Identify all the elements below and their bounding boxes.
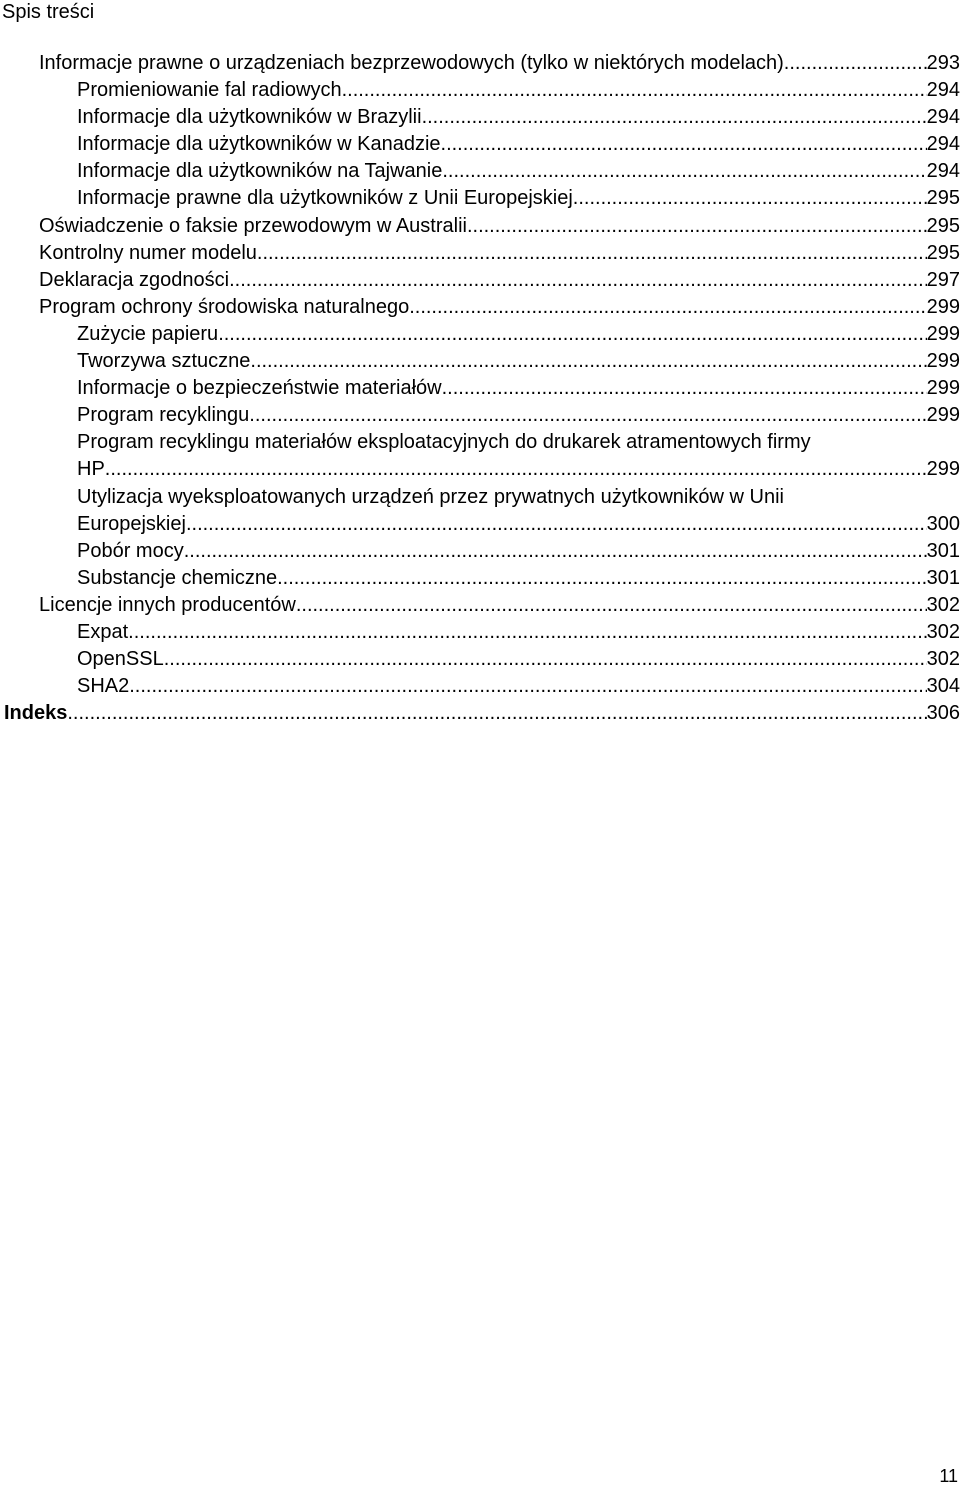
toc-leader (218, 321, 926, 348)
toc-entry-title: Informacje prawne dla użytkowników z Unii Europejskiej (77, 187, 573, 210)
toc-entry-page: 295 (926, 214, 960, 237)
toc-leader (573, 185, 927, 212)
table-of-contents (0, 50, 960, 727)
toc-entry-page: 302 (926, 593, 960, 616)
toc-entry[interactable] (0, 646, 960, 673)
toc-entry[interactable] (0, 185, 960, 212)
toc-entry-page: 299 (926, 295, 960, 318)
toc-entry-page: 299 (926, 404, 960, 427)
toc-entry-page: 299 (926, 322, 960, 345)
toc-entry-title: Licencje innych producentów (39, 593, 296, 616)
toc-entry-title: Indeks (4, 702, 68, 725)
toc-leader (442, 375, 927, 402)
toc-entry[interactable] (0, 484, 960, 538)
toc-entry[interactable] (0, 213, 960, 240)
toc-leader (442, 158, 926, 185)
toc-entry-page: 295 (926, 241, 960, 264)
toc-leader (105, 456, 927, 483)
toc-leader (422, 104, 927, 131)
toc-entry-title: Pobór mocy (77, 539, 184, 562)
toc-entry[interactable] (0, 321, 960, 348)
toc-entry[interactable] (0, 538, 960, 565)
toc-entry-title: Expat (77, 620, 129, 643)
toc-entry[interactable] (0, 50, 960, 77)
toc-entry[interactable] (0, 158, 960, 185)
toc-entry-title: Deklaracja zgodności (39, 268, 230, 291)
toc-entry-page: 299 (926, 377, 960, 400)
toc-leader (128, 619, 926, 646)
toc-entry[interactable] (0, 429, 960, 483)
toc-entry-page: 293 (926, 52, 960, 74)
toc-entry-index[interactable] (0, 700, 960, 727)
toc-entry-page: 302 (926, 620, 960, 643)
toc-entry-page: 294 (926, 160, 960, 183)
toc-entry[interactable] (0, 131, 960, 158)
toc-leader (250, 348, 926, 375)
toc-entry-page: 294 (926, 106, 960, 129)
toc-leader (296, 592, 927, 619)
toc-entry[interactable] (0, 77, 960, 104)
toc-entry-title: Informacje prawne o urządzeniach bezprzewodowych (tylko w niektórych modelach) (39, 52, 784, 74)
toc-entry[interactable] (0, 348, 960, 375)
toc-entry[interactable] (0, 565, 960, 592)
toc-entry[interactable] (0, 619, 960, 646)
toc-entry-page: 306 (926, 702, 960, 725)
toc-entry-title-line1: Program recyklingu materiałów eksploatacyjnych do drukarek atramentowych firmy (77, 431, 811, 454)
toc-leader (342, 77, 927, 104)
toc-entry[interactable] (0, 673, 960, 700)
toc-entry-page: 301 (926, 539, 960, 562)
toc-leader (409, 294, 926, 321)
toc-entry-title: Promieniowanie fal radiowych (77, 79, 342, 102)
toc-entry[interactable] (0, 375, 960, 402)
toc-entry-title: Informacje o bezpieczeństwie materiałów (77, 377, 442, 400)
page-number: 11 (939, 1466, 958, 1486)
toc-entry-title: Informacje dla użytkowników w Brazylii (77, 106, 422, 129)
toc-entry-page: 294 (926, 133, 960, 156)
toc-entry-title-line2: HP (77, 458, 105, 481)
toc-entry-page: 302 (926, 648, 960, 671)
toc-entry[interactable] (0, 294, 960, 321)
toc-entry-page: 297 (926, 268, 960, 291)
toc-entry-title-line2: Europejskiej (77, 512, 186, 535)
toc-leader (164, 646, 927, 673)
toc-entry-title: Tworzywa sztuczne (77, 350, 251, 373)
toc-entry-page: 301 (926, 566, 960, 589)
toc-entry-page: 299 (926, 350, 960, 373)
toc-entry-page: 299 (926, 458, 960, 481)
toc-leader (784, 50, 927, 77)
toc-leader (467, 213, 927, 240)
page-title: Spis treści (2, 1, 95, 23)
toc-entry-title: Informacje dla użytkowników w Kanadzie (77, 133, 441, 156)
toc-leader (184, 538, 927, 565)
toc-leader (186, 511, 927, 538)
toc-entry-title: Program ochrony środowiska naturalnego (39, 295, 410, 318)
toc-entry-page: 294 (926, 79, 960, 102)
toc-entry-title: Program recyklingu (77, 404, 250, 427)
toc-entry[interactable] (0, 240, 960, 267)
toc-entry-page: 300 (926, 512, 960, 535)
toc-entry-title: SHA2 (77, 675, 130, 698)
toc-entry[interactable] (0, 402, 960, 429)
toc-leader (129, 673, 926, 700)
toc-leader (277, 565, 927, 592)
toc-entry[interactable] (0, 267, 960, 294)
toc-entry-title: Informacje dla użytkowników na Tajwanie (77, 160, 443, 183)
toc-entry-title: Zużycie papieru (77, 322, 219, 345)
toc-entry-title: Oświadczenie o faksie przewodowym w Australii (39, 214, 467, 237)
toc-leader (249, 402, 926, 429)
toc-entry-page: 304 (926, 675, 960, 698)
toc-leader (67, 700, 926, 727)
toc-entry[interactable] (0, 592, 960, 619)
toc-entry-title-line1: Utylizacja wyeksploatowanych urządzeń przez prywatnych użytkowników w Unii (77, 485, 784, 508)
toc-entry-title: Kontrolny numer modelu (39, 241, 257, 264)
toc-entry[interactable] (0, 104, 960, 131)
toc-leader (229, 267, 927, 294)
toc-entry-title: OpenSSL (77, 648, 164, 671)
toc-entry-title: Substancje chemiczne (77, 566, 278, 589)
toc-entry-page: 295 (926, 187, 960, 210)
toc-leader (257, 240, 927, 267)
toc-leader (441, 131, 927, 158)
